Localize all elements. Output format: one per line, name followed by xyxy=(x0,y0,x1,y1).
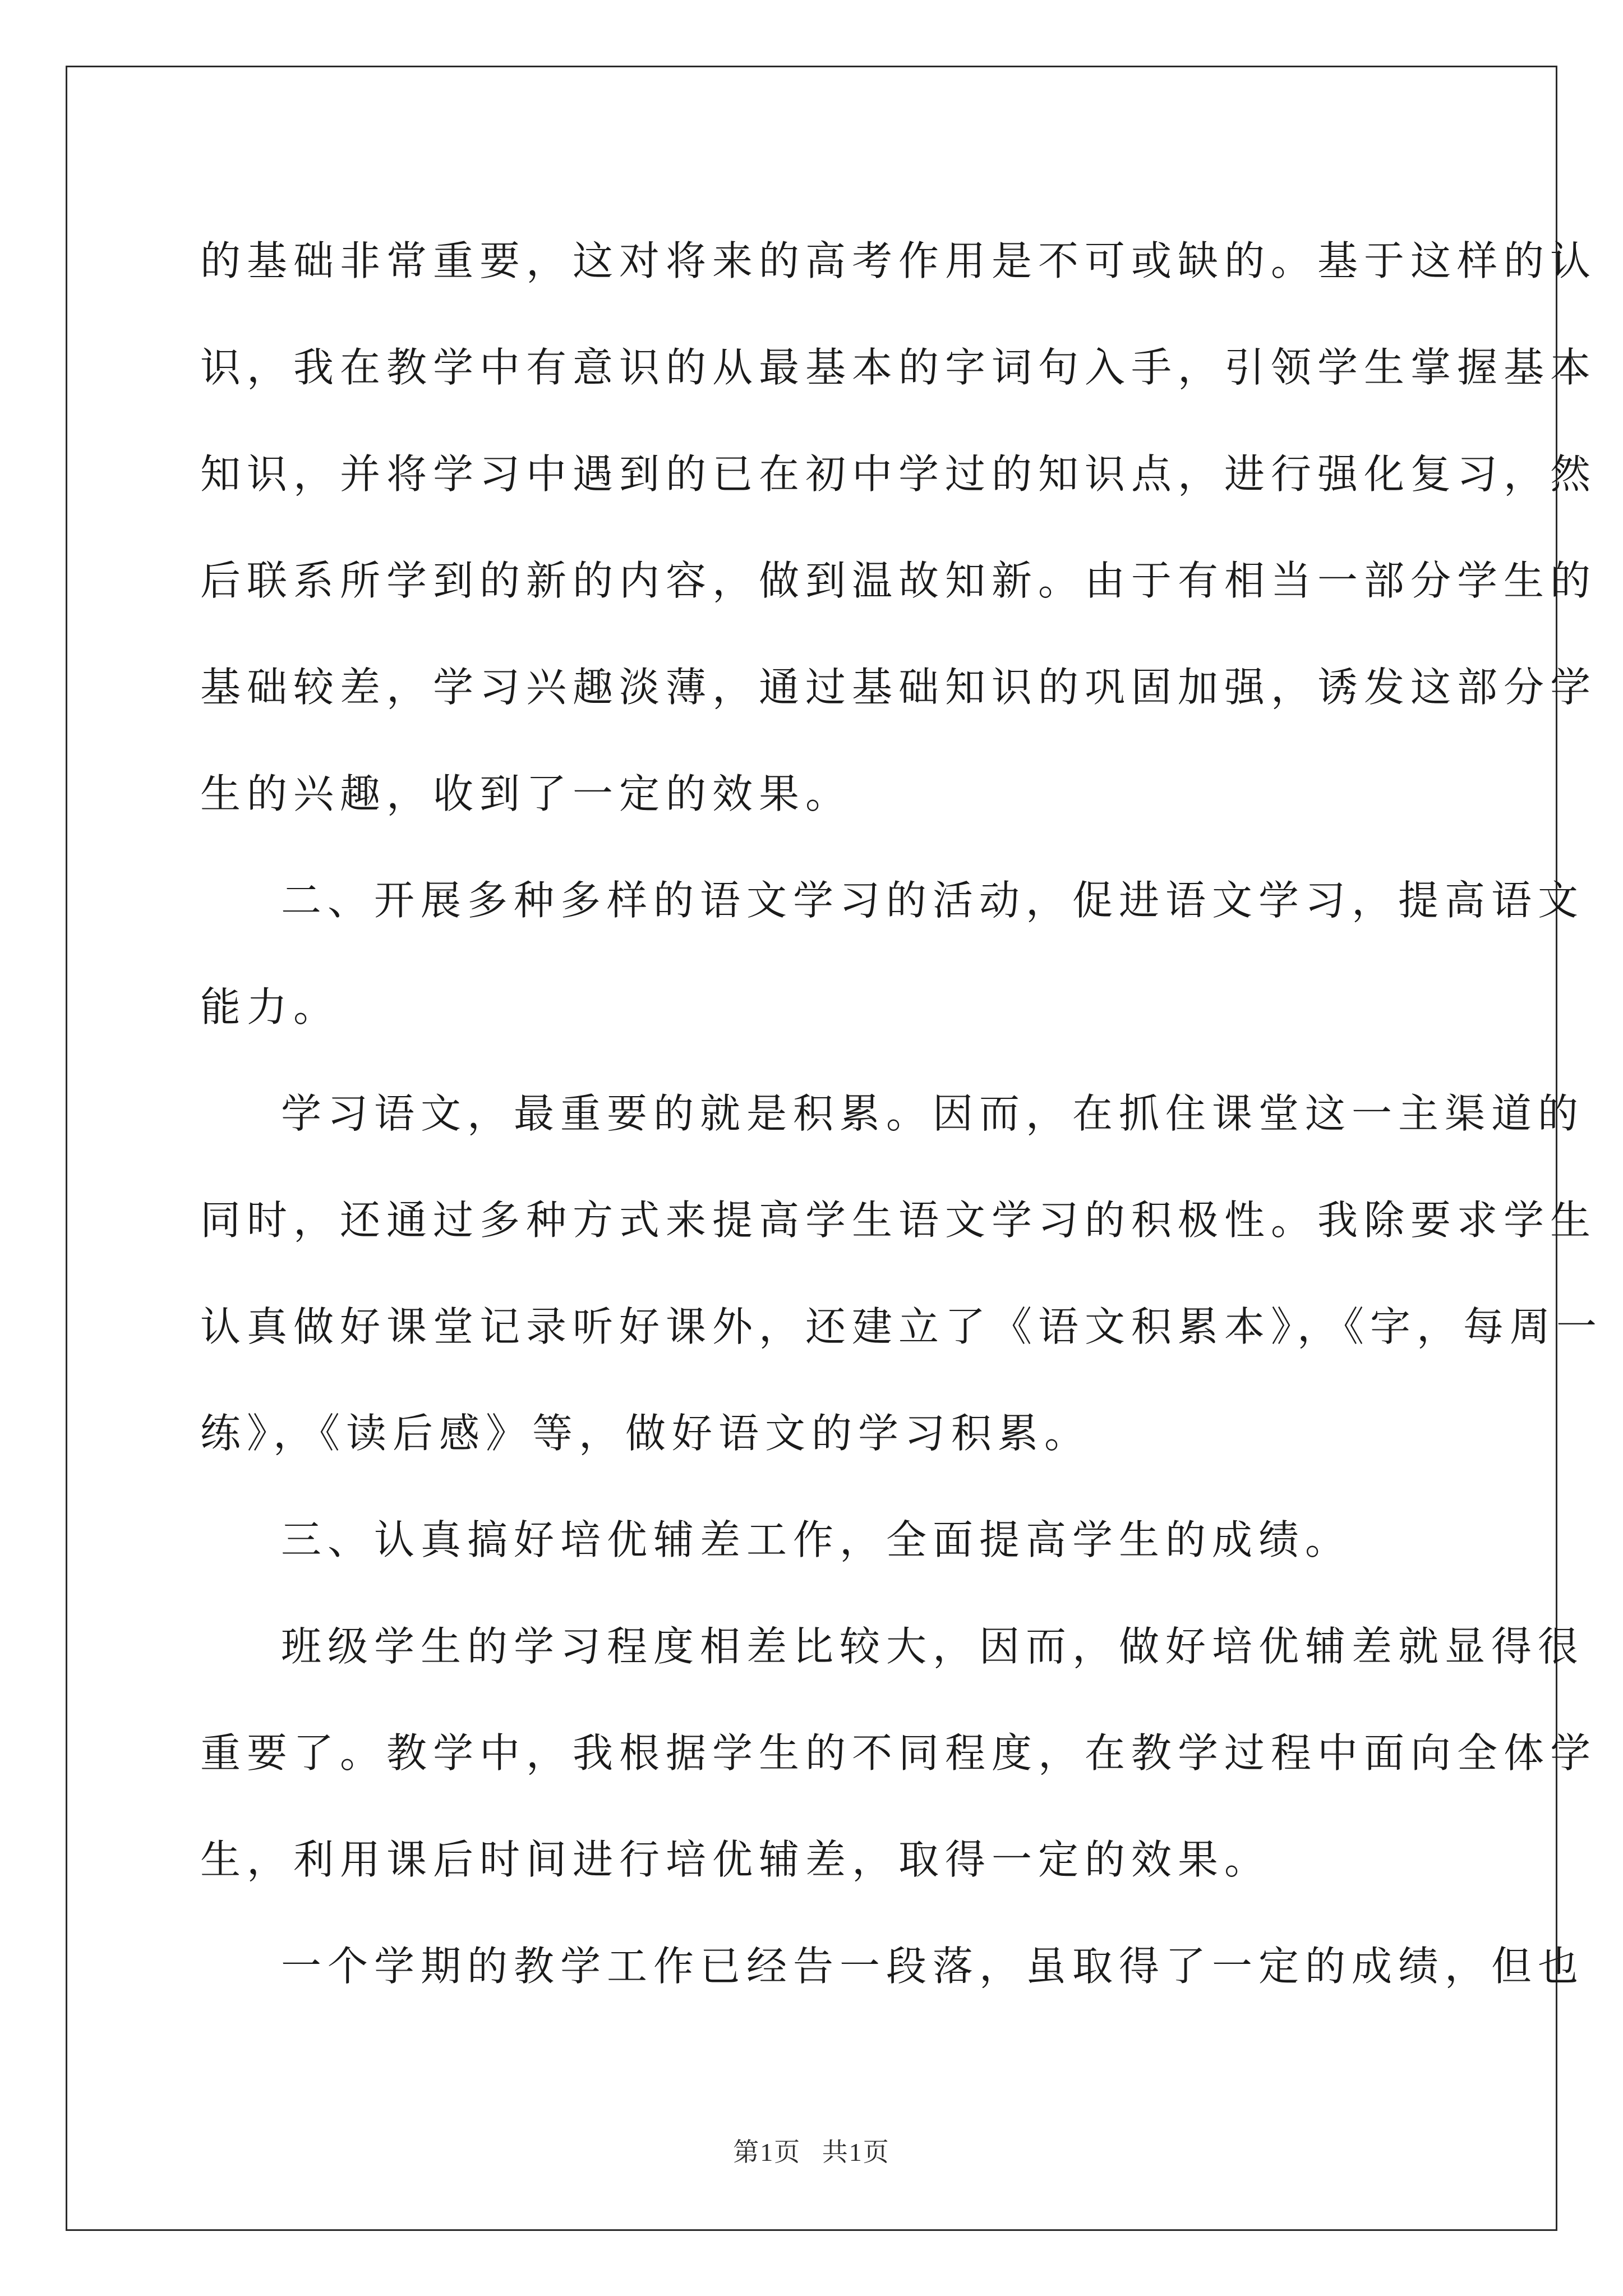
text-line: 基础较差，学习兴趣淡薄，通过基础知识的巩固加强，诱发这部分学 xyxy=(200,664,1597,711)
page-total: 共1页 xyxy=(822,2138,890,2166)
text-line: 一个学期的教学工作已经告一段落，虽取得了一定的成绩，但也 xyxy=(281,1943,1585,1990)
text-line: 认真做好课堂记录听好课外，还建立了《语文积累本》，《字，每周一 xyxy=(200,1303,1603,1350)
text-line: 学习语文，最重要的就是积累。因而，在抓住课堂这一主渠道的 xyxy=(281,1090,1585,1137)
document-body xyxy=(200,208,1603,2019)
text-line: 练》，《读后感》等，做好语文的学习积累。 xyxy=(200,1410,1091,1457)
text-line: 生，利用课后时间进行培优辅差，取得一定的效果。 xyxy=(200,1836,1271,1883)
text-line: 后联系所学到的新的内容，做到温故知新。由于有相当一部分学生的 xyxy=(200,557,1597,604)
text-line: 生的兴趣，收到了一定的效果。 xyxy=(200,770,852,817)
text-line: 班级学生的学习程度相差比较大，因而，做好培优辅差就显得很 xyxy=(281,1623,1585,1670)
text-line: 的基础非常重要，这对将来的高考作用是不可或缺的。基于这样的认 xyxy=(200,237,1597,284)
page-number: 第1页 xyxy=(733,2138,801,2166)
text-line: 知识，并将学习中遇到的已在初中学过的知识点，进行强化复习，然 xyxy=(200,450,1597,498)
text-line: 识，我在教学中有意识的从最基本的字词句入手，引领学生掌握基本 xyxy=(200,344,1597,391)
section-heading: 二、开展多种多样的语文学习的活动，促进语文学习，提高语文 xyxy=(281,877,1585,924)
text-line: 同时，还通过多种方式来提高学生语文学习的积极性。我除要求学生 xyxy=(200,1197,1597,1244)
page-footer xyxy=(0,2132,1623,2169)
text-line: 能力。 xyxy=(200,983,340,1030)
text-line: 重要了。教学中，我根据学生的不同程度，在教学过程中面向全体学 xyxy=(200,1729,1597,1777)
section-heading: 三、认真搞好培优辅差工作，全面提高学生的成绩。 xyxy=(281,1516,1352,1563)
